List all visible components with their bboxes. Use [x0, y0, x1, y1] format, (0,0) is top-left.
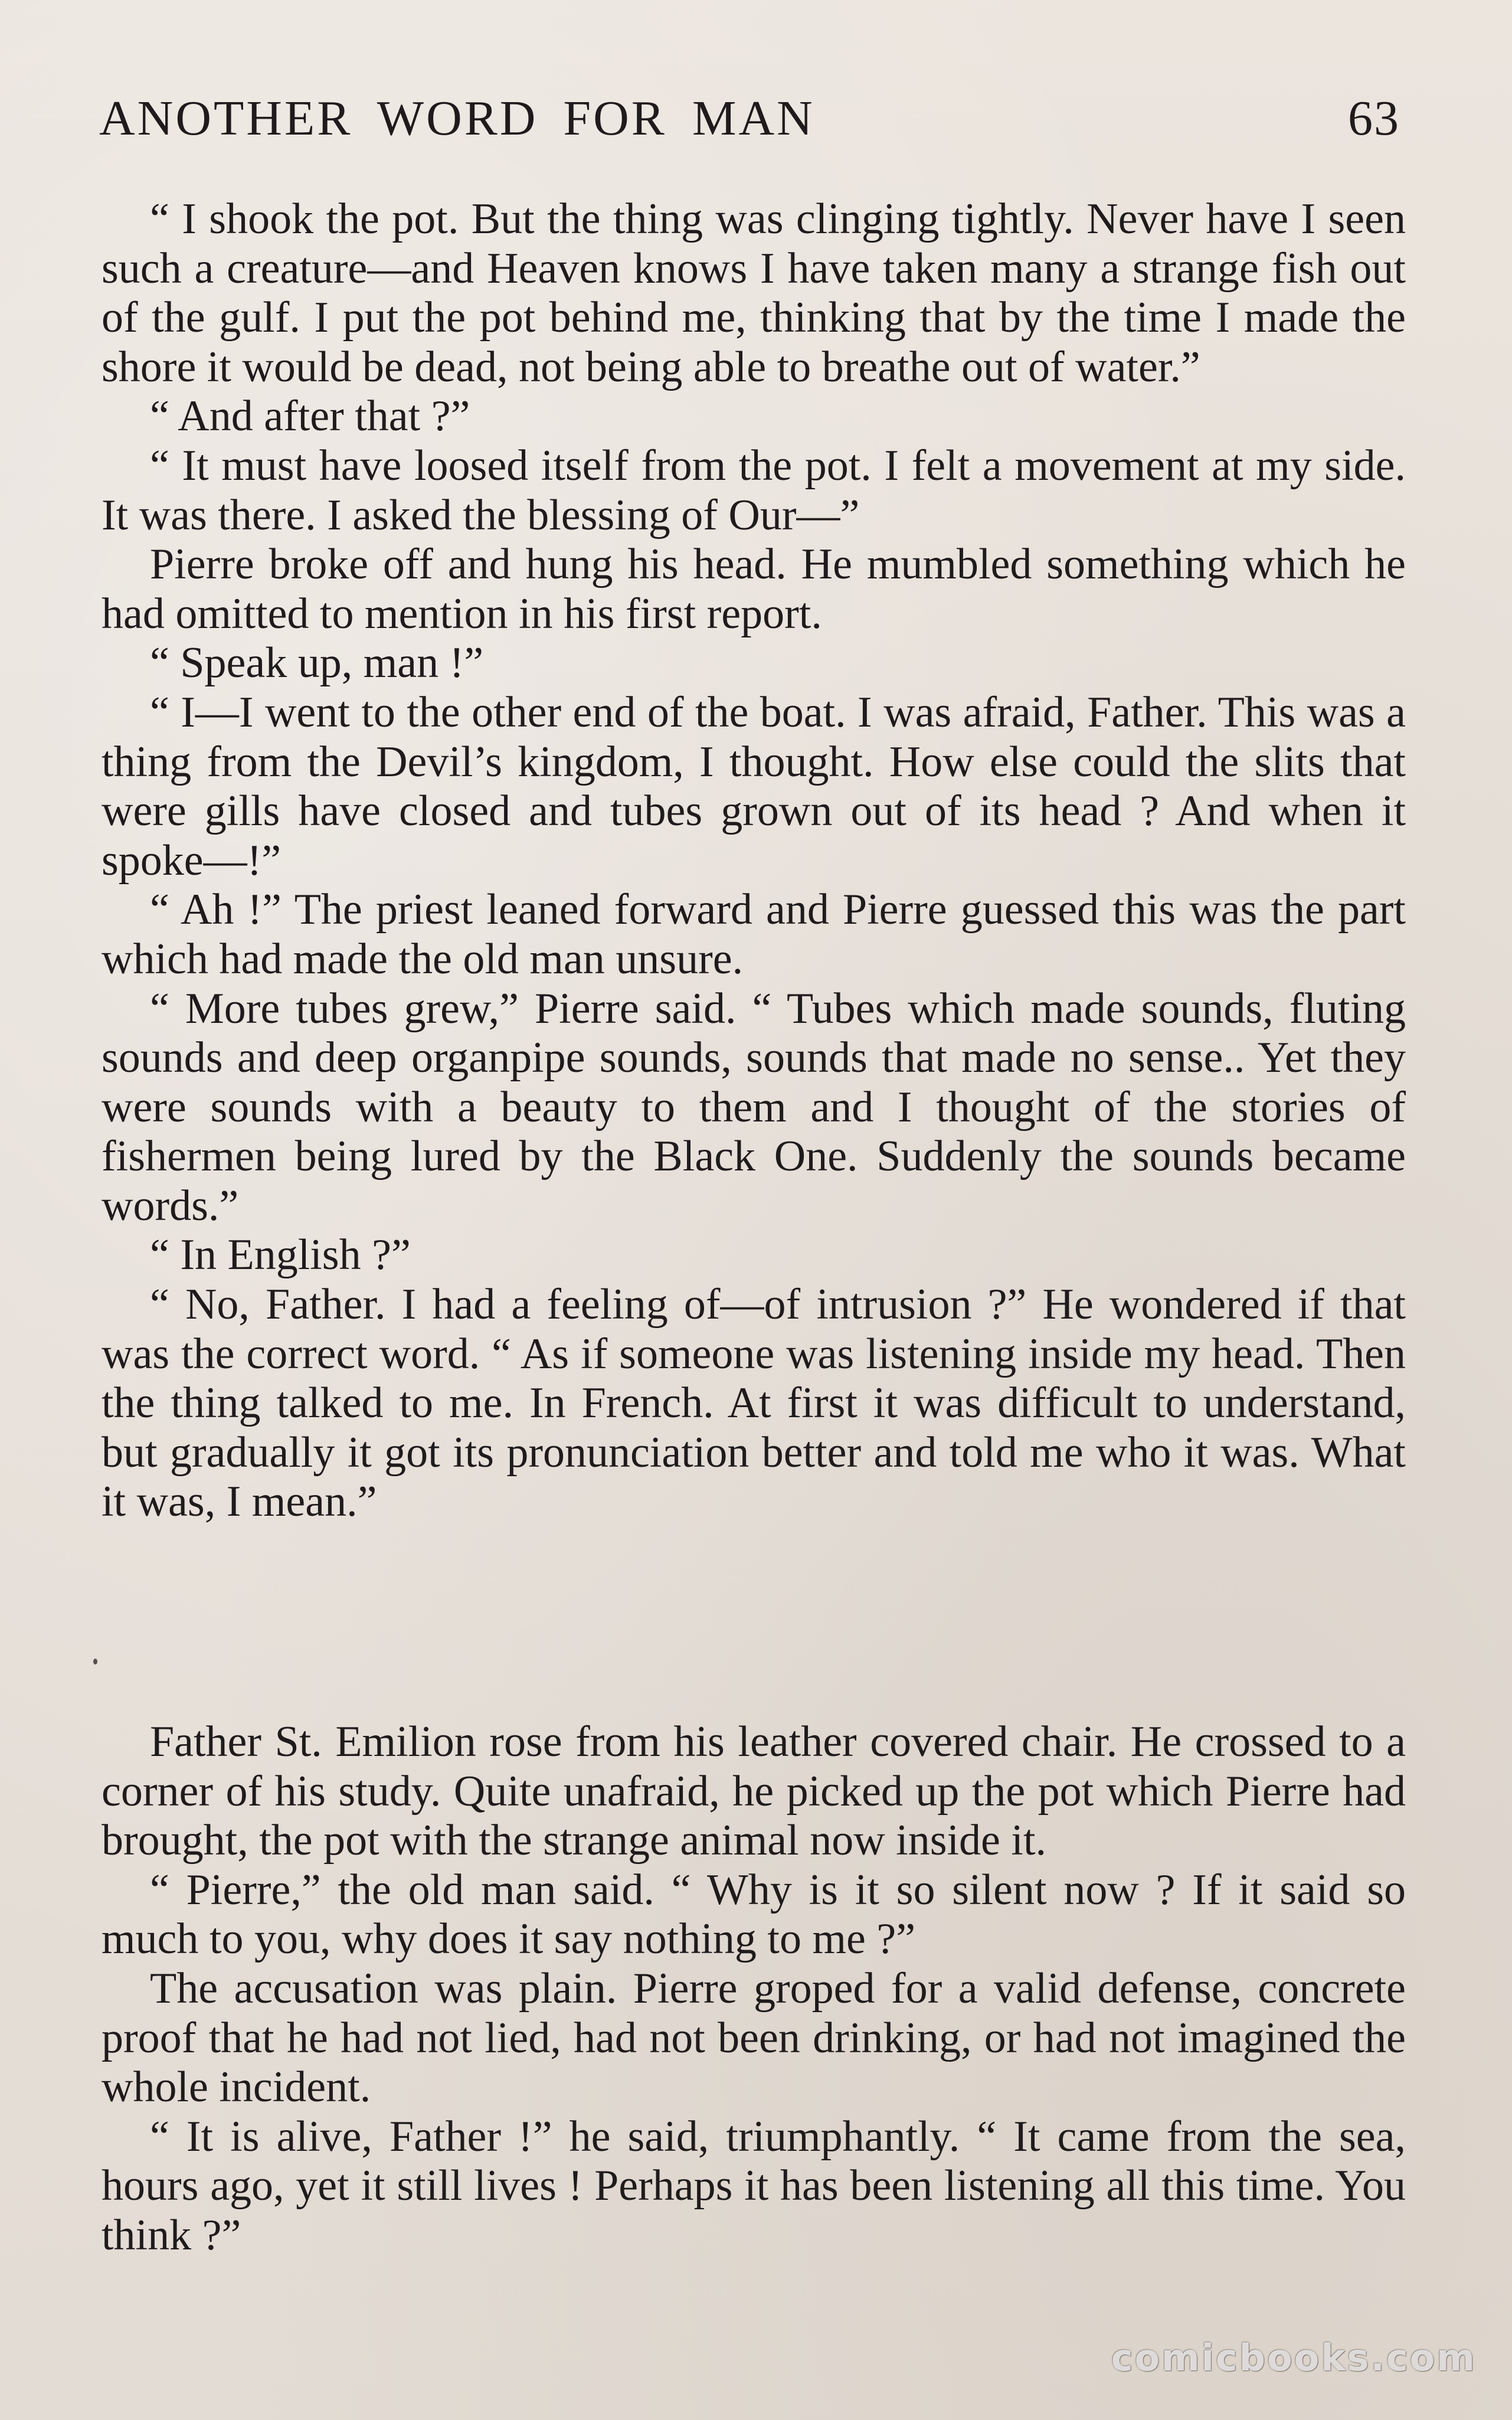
paragraph: “ I—I went to the other end of the boat. I was afraid, Father. This was a thing from the Devil’s kingdom, I thought. How else could the slits that were gills have closed and tubes grown out of its head ? And when it spoke—!”	[102, 688, 1406, 885]
running-title: ANOTHER WORD FOR MAN	[99, 91, 815, 146]
print-speck	[93, 1659, 97, 1664]
paragraph: “ No, Father. I had a feeling of—of intrusion ?” He wondered if that was the correct word. “ As if someone was listening inside my head. Then the thing talked to me. In French. At first it was difficult to understand, but gradually it got its pronunciation better and told me who it was. What it was, I mean.”	[102, 1280, 1406, 1526]
paragraph: “ Speak up, man !”	[150, 639, 484, 688]
paragraph: “ It must have loosed itself from the pot. I felt a movement at my side. It was there. I asked the blessing of Our—”	[102, 441, 1406, 539]
paragraph: “ I shook the pot. But the thing was clinging tightly. Never have I seen such a creature—and Heaven knows I have taken many a strange fish out of the gulf. I put the pot behind me, thinking that by the time I made the shore it would be dead, not being able to breathe out of water.”	[102, 195, 1406, 391]
paragraph: Pierre broke off and hung his head. He mumbled something which he had omitted to mention in his first report.	[102, 540, 1406, 638]
paragraph: “ Pierre,” the old man said. “ Why is it so silent now ? If it said so much to you, why does it say nothing to me ?”	[102, 1865, 1406, 1964]
paragraph: Father St. Emilion rose from his leather covered chair. He crossed to a corner of his study. Quite unafraid, he picked up the pot which Pierre had brought, the pot with the strange animal now inside it.	[102, 1718, 1406, 1865]
paragraph: The accusation was plain. Pierre groped for a valid defense, concrete proof that he had not lied, had not been drinking, or had not imagined the whole incident.	[102, 1964, 1406, 2112]
paragraph: “ It is alive, Father !” he said, triumphantly. “ It came from the sea, hours ago, yet it still lives ! Perhaps it has been listening all this time. You think ?”	[102, 2112, 1406, 2259]
page-number: 63	[1348, 91, 1400, 146]
story-text-section-1	[102, 195, 1406, 1527]
paragraph: “ Ah !” The priest leaned forward and Pierre guessed this was the part which had made the old man unsure.	[102, 885, 1406, 983]
paragraph: “ And after that ?”	[150, 392, 470, 441]
story-text-section-2	[102, 1718, 1406, 2261]
paragraph: “ In English ?”	[150, 1231, 411, 1280]
running-head	[99, 90, 1400, 155]
source-watermark: comicbooks.com	[1111, 2336, 1477, 2379]
paragraph: “ More tubes grew,” Pierre said. “ Tubes which made sounds, fluting sounds and deep organpipe sounds, sounds that made no sense.. Yet they were sounds with a beauty to them and I thought of the stories of fishermen being lured by the Black One. Suddenly the sounds became words.”	[102, 984, 1406, 1230]
